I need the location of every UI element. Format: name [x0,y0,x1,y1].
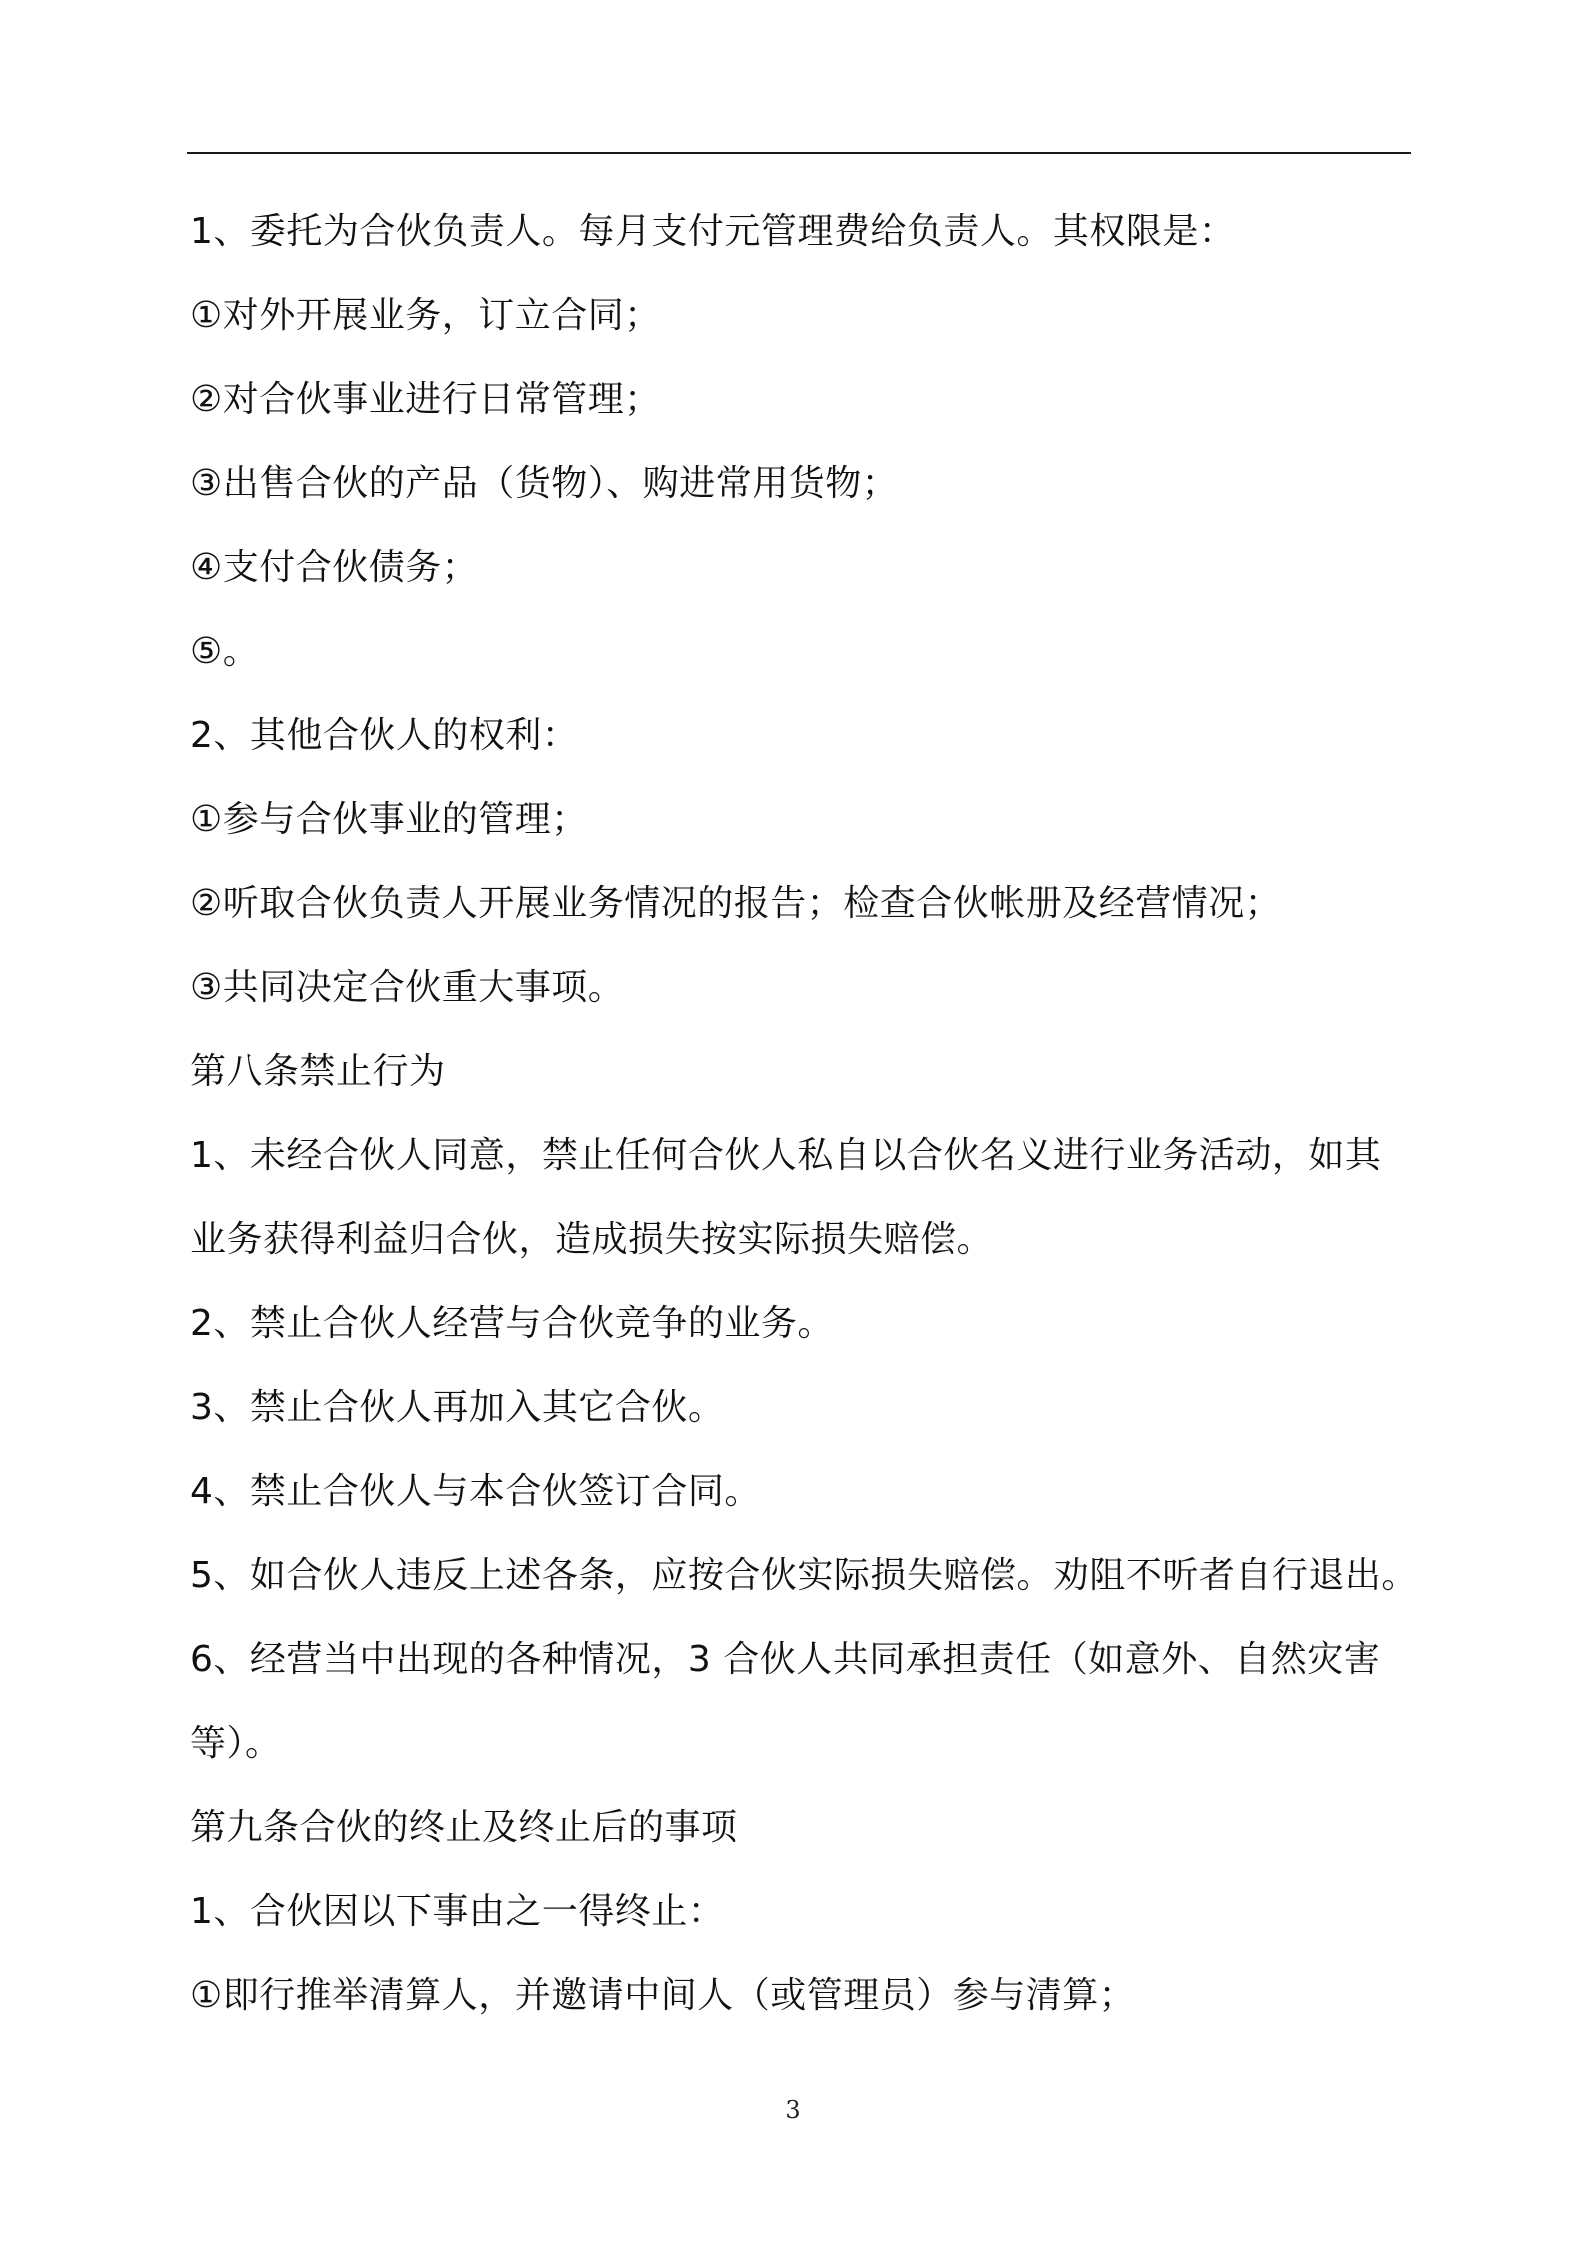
text-line: 6、经营当中出现的各种情况，3 合伙人共同承担责任（如意外、自然灾害 [190,1639,1381,1680]
document-body [190,190,1418,2038]
text-line: 1、合伙因以下事由之一得终止： [190,1891,725,1932]
text-line: 2、禁止合伙人经营与合伙竞争的业务。 [190,1303,834,1344]
text-line: ③出售合伙的产品（货物）、购进常用货物； [190,463,899,504]
text-line: 业务获得利益归合伙，造成损失按实际损失赔偿。 [190,1219,994,1260]
text-line: 1、委托为合伙负责人。每月支付元管理费给负责人。其权限是： [190,211,1236,252]
text-line: ①对外开展业务，订立合同； [190,295,661,336]
header-rule [187,152,1411,154]
text-line: ②对合伙事业进行日常管理； [190,379,661,420]
text-line: 3、禁止合伙人再加入其它合伙。 [190,1387,725,1428]
text-line: ⑤。 [190,631,260,672]
text-line: 5、如合伙人违反上述各条，应按合伙实际损失赔偿。劝阻不听者自行退出。 [190,1555,1418,1596]
text-line: 2、其他合伙人的权利： [190,715,579,756]
text-line: 等）。 [190,1723,282,1764]
text-line: ①即行推举清算人，并邀请中间人（或管理员）参与清算； [190,1975,1136,2016]
text-line: 4、禁止合伙人与本合伙签订合同。 [190,1471,761,1512]
page-number: 3 [785,2096,801,2124]
text-line: ①参与合伙事业的管理； [190,799,588,840]
text-line: ③共同决定合伙重大事项。 [190,967,625,1008]
section-heading: 第八条禁止行为 [190,1051,446,1092]
text-line: 1、未经合伙人同意，禁止任何合伙人私自以合伙名义进行业务活动，如其 [190,1135,1382,1176]
text-line: ②听取合伙负责人开展业务情况的报告；检查合伙帐册及经营情况； [190,883,1282,924]
section-heading: 第九条合伙的终止及终止后的事项 [190,1807,738,1848]
text-line: ④支付合伙债务； [190,547,479,588]
